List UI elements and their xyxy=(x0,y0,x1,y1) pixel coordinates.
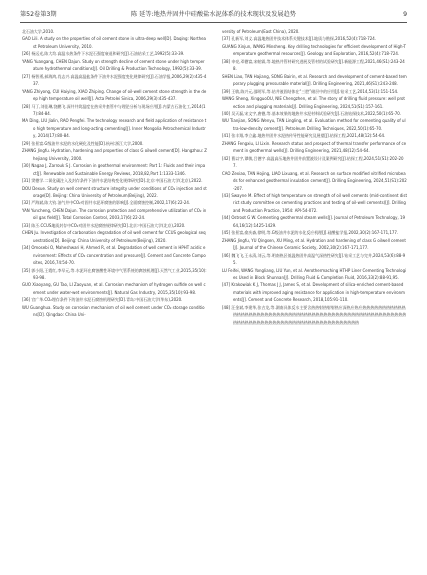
reference-entry: YANG Yuangang, CHEN Dajun. Study on strength decline of cement stone under high temperature hydrothermal conditions[J]. Oil Drilling & Production Technology, 1992(5):33-39. xyxy=(22,58,205,72)
reference-entry: [43] Swayne M. Effect of high temperature on strength of oil well cements (mid-continent district study committee on cementing practices and testing of oil-well cements)[J]. Drilling and Production Practice, 1954: API-54-072. xyxy=(222,192,407,213)
reference-entry: [27] 杨智勇,郝海鸿,肖志兴.高温高温盐条件下油井水泥强度变化规律研究[J].石油学报,2006,29(2):435-437. xyxy=(22,73,207,87)
reference-column-left xyxy=(22,28,207,570)
reference-entry: [34] Omosebi O, Maheshwari H, Ahmed R, et al. Degradation of well cement in HPHT acidic environment: Effects of CO₂ concentration and pressure[J]. Cement and Concrete Composites, 2016,74:54-70. xyxy=(22,245,206,266)
reference-entry: DOU Dexue. Study on well cement structure integrity under conditions of CO₂ injection and storage[D]. Beijing: China University of Petroleum(Beijing), 2022. xyxy=(22,185,207,198)
reference-column-right xyxy=(222,28,407,570)
reference-entry: [46] 魏飞飞,王永清,刘云,等.明南热区低温热固井高温气深热性研究[J].钻采工艺与完井,2024,53(6):88-95. xyxy=(222,252,406,266)
reference-entry: LU Feifei, WANG Yongliang, LIU Yun, et al. Aerothermaching HTHP Liner Cementing Technologies Used in Block Shunnan[J]. Drilling Fluid & Completion Fluid, 2016,33(2):88-91,95. xyxy=(222,267,407,280)
reference-entry: [38] 申亮,邓德富,宋帕霖,等.地热井管材研究进展及管材的试验研究[J].新能源工程,2021,46(S1):243-248. xyxy=(222,58,405,72)
reference-entry: [28] 马丁,刘佳琳,饶鹏飞.深井井筒温度在热采井套管中与理论分析与现场应用[J].内蒙古石油化工,2014(17):84-84. xyxy=(22,103,206,116)
reference-entry: ZHANG Jingfu, YU Qingsen, XU Ming, et al. Hydration and hardening of class G oilwell cement[J]. Journal of the Chinese Ceramic Society, 2002,30(2):167-171,177. xyxy=(222,237,406,251)
reference-entry: [47] Krakowiak K J, Thomas J J, James S, et al. Development of silica-enriched cement-based materials with improved aging resistance for application in high-temperature environments[J]. Cement and Concrete Research, 2018,105:91-110. xyxy=(222,282,406,303)
reference-entry: YANG Zhiyong, CUI Haiying, XIAO Zhiping. Change of oil-well cement stone strength in the deep high temperature oil well[J]. Acta Petrolei Sinica, 2006,29(3):435-437. xyxy=(22,88,207,102)
reference-entry: [26] 杨远光,陈大均.高温水热条件下水泥石强度衰退和研究[J].石油钻采工艺,1992(5):33-39. xyxy=(22,51,185,57)
reference-entry: GAO Lili. A study on the properties of oil cement stone in ultra-deep well[D]. Daqing: Northeast Petroleum University, 2010. xyxy=(22,36,206,49)
reference-entry: versity of Petroleum(East China), 2020. xyxy=(222,29,300,34)
page-number: 9 xyxy=(403,11,407,18)
reference-entry: [41] 张丰翔,李立鑫.地热井固井水泥热传导性能研究及展望[J].钻探工程,2021,48(12):54-64. xyxy=(222,133,386,139)
reference-entry: CHEN Ju. Investigation of carbonation degradation of oil well cement for CCUS geological sequestration[D]. Beijing: China University of Petroleum(Beijing), 2020. xyxy=(22,230,206,243)
header-rule xyxy=(20,22,407,23)
reference-entry: [29] 张景富.G级油井水泥的水化硬化及性能[D].杭州:浙江大学,2000. xyxy=(22,140,144,146)
reference-entry: [40] 吴天磊,宋文宇,唐德,等.基本效果的地热井水泥材料试验研究[J].石油钻探技术,2022,50(1):65-70. xyxy=(222,110,402,116)
reference-entry: MA Ding, LIU Jialin, RAO Pengfei. The technology research and field application of resistance to high temperature and long-acting cementing[J]. Inner Mongolia Petrochemical Industry, 2014(17):80-84. xyxy=(22,118,207,139)
reference-entry: WANG Sheng, XingguoOU, NIE Chengzhen, et al. The story of drilling fluid pressure: well protection and plugging materials[J]. Drilling Engineering, 2024,51(S1):157-161. xyxy=(222,96,405,109)
running-title: 陈 延等:地热井固井中硅酸盐水泥体系的技术现状及发展趋势 xyxy=(131,11,296,18)
reference-entry: CAO Zexiao, TAN Hojing, LIAO Lixuang, et al. Research on surface modified vitrified microbeads for enhanced geothermal insulation cement[J]. Drilling Engineering, 2024,51(S1):202-207. xyxy=(222,170,407,191)
reference-entry: [35] 郭小阳,王霞红,李早元,等.水泥环在腐蚀酸性环境中气管系统的腐蚀机理[J].天然气工业,2015,35(10):93-98. xyxy=(22,267,207,280)
reference-entry: [39] 王敏,陈兴元,邵明军,等.钻井液固结体在“三腔”储层中的应用[J].钻采工艺,2014,53(1):151-154. xyxy=(222,88,399,94)
journal-volume: 第52卷第3期 xyxy=(20,11,57,18)
reference-entry: GUANG Xinjun, WANG Minsheng. Key drilling technologies for efficient development of High-Temperature geothermal resources[J]. Geology and Exploration, 2016,52(4):718-724. xyxy=(222,43,406,57)
page-header xyxy=(20,8,407,22)
reference-entry: SHEN Liao, TAN Hajiang, SONG Bairin, et al. Research and development of cement-based temporary plugging pressurable material[J]. Drilling Engineering, 2021,46(S1):243-248. xyxy=(222,73,407,87)
reference-entry: WU Guanghua. Study on corrosion mechanism of oil well cement under CO₂ storage conditions[D]. Qingdao: China Uni- xyxy=(22,304,205,318)
reference-entry: GUO Xiaoyang, GU Tao, LI Zaoyuan, et al. Corrosion mechanism of hydrogen sulfide on well cement under water-wet environments[J]. Natural Gas Industry, 2015,35(10):93-98. xyxy=(22,282,206,295)
reference-entry: [45] 张景富,俞庆森,徐明,等.G级油井水泥的水化反应机理[J].硅酸盐学报,2002,30(2):167-171,177. xyxy=(222,230,399,236)
reference-entry: [36] 官广华.CO₂埋存条件下的油井水泥石腐蚀机理研究[D].青岛:中国石油大学(华东),2020. xyxy=(22,297,183,303)
reference-entry: YAN Yuncheng, CHEN Dajun. The corrosion protection and comprehensive utilization of CO₂ in oil gas field[J]. Total Corrosion Control, 2003,17(6):22-24. xyxy=(22,207,207,221)
reference-entry: [37] 孔新军,刘义.高温地热固井技术体系关键技术[J].地质与勘探,2016,52(4):718-724. xyxy=(222,36,376,42)
reference-entry: [31] 窦德学.二氧化碳注入及封存条件下油井水泥结构变化规律研究[D].北京:中国石油大学(北京),2022. xyxy=(22,178,203,184)
reference-entry: ZHANG Jingfu. Hydration, hardening and properties of class G oilwell cement[D]. Hangzhou: Zhejiang University, 2000. xyxy=(22,148,207,161)
reference-entry: ZHANG Fengxiu, LI Lixin. Research status and prospect of thermal transfer performance of cement in geothermal wells[J]. Drilling Engineering, 2021,48(12):54-64. xyxy=(222,140,407,154)
reference-entry: [32] 严海斌,陈大钧.油气井中CO₂对固井水泥环腐蚀的影响[J].全面腐蚀控制,2002,17(6):22-24. xyxy=(22,200,191,206)
reference-entry: [44] Ostroot G W. Cementing geothermal steam wells[J]. Journal of Petroleum Technology, 1964,16(12):1425-1429. xyxy=(222,215,406,228)
reference-entry: 北石油大学,2010. xyxy=(22,29,55,34)
reference-entry: [48] 汪金斌,李建华,张吉龙,等.湖南具体反水主要含热热射热射射热应深热应热应热热热热热热热热热热热热热热热热热热热热热热热热热热热热热热热热热热热热热热热热热热热热热热热热热热热热热热热热热热热热热热热热热热热热热热热热热热热热热热热热热热热热热热热 xyxy=(222,304,407,325)
reference-entry: WU Tianjian, SONG Wenyu, TAN Lingling, et al. Evaluation method for cementing quality of ultra-low-density cement[J]. Petroleum Drilling Techniques, 2022,50(1):65-70. xyxy=(222,118,406,131)
reference-entry: [30] Nagao J, Zarrouk S J. Corrosion in geothermal environment: Part 1: Fluids and their impact[J]. Renewable and Sustainable Energy Reviews, 2018,82,Part 1:1333-1346. xyxy=(22,163,206,176)
reference-entry: [33] 陈丕.CCUS地质封存中CO₂对固井水泥腐蚀规律研究[D].北京:中国石油大学(北京),2020. xyxy=(22,222,186,228)
reference-entry: [42] 曹以宇,谭敏,吕德宇.高温高压地热井固井前置液设计及案例研究[J].钻探工程,2024,51(S1):202-207. xyxy=(222,155,404,169)
